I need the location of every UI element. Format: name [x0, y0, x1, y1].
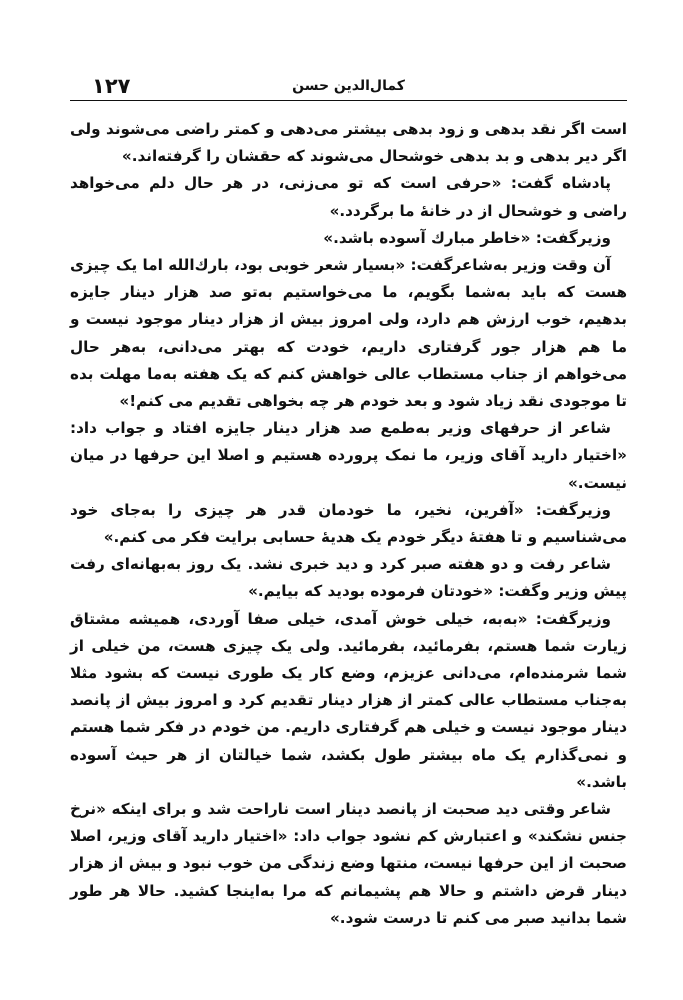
paragraph: پادشاه گفت: «حرفی است که تو می‌زنی، در هر حال دلم می‌خواهد راضی و خوشحال از در خانهٔ ما برگردد.» [70, 174, 627, 220]
paragraph: وزیرگفت: «آفرین، نخیر، ما خودمان قدر هر چیزی را به‌جای خود می‌شناسیم و تا هفتهٔ دیگر خودم یک هدیهٔ حسابی برایت فکر می کنم.» [70, 500, 627, 547]
running-title: کمال‌الدین حسن [292, 78, 405, 94]
paragraph: وزیرگفت: «خاطر مبارك آسوده باشد.» [323, 228, 611, 247]
paragraph: است اگر نقد بدهی و زود بدهی بیشتر می‌دهی و کمتر راضی می‌شوند ولی اگر دیر بدهی و بد بدهی خوشحال می‌شوند که حقشان را گرفته‌اند.» [70, 120, 627, 166]
page-number: ۱۲۷ [92, 74, 131, 98]
body-text [70, 116, 627, 932]
paragraph: شاعر وقتی دید صحبت از پانصد دینار است ناراحت شد و برای اینکه «نرخ جنس نشکند» و اعتبارش کم نشود جواب داد: «اختیار دارید آقای وزیر، اصلا صحبت از این حرفها نیست، منتها وضع زندگی من خوب نبود و بیش از هزار دینار قرض داشتم و حالا هم پشیمانم که مرا به‌اینجا کشید. حالا هر طور شما بدانید صبر می کنم تا درست شود.» [70, 800, 627, 927]
paragraph: وزیرگفت: «به‌به، خیلی خوش آمدی، خیلی صفا آوردی، همیشه مشتاق زیارت شما هستم، بفرمائید، بفرمائید. ولی یک چیزی هست، من خیلی از شما شرمنده‌ام، می‌دانی عزیزم، وضع کار یک طوری نیست که بشود مثلا به‌جناب مستطاب عالی کمتر از هزار دینار تقدیم کرد و امروز بیش از پانصد دینار موجود نیست و خیلی هم گرفتاری داریم. من خودم در فکر شما هستم و نمی‌گذارم یک ماه بیشتر طول بکشد، شما خیالتان از هر حیث آسوده باشد.» [70, 609, 627, 791]
paragraph: آن وقت وزیر به‌شاعرگفت: «بسیار شعر خوبی بود، بارك‌الله اما یک چیزی هست که باید به‌شما بگویم، ما می‌خواستیم به‌تو صد هزار دینار جایزه بدهیم، خوب ارزش هم دارد، ولی امروز بیش از هزار دینار موجود نیست و ما هم هزار جور گرفتاری داریم، خودت که بهتر می‌دانی، به‌هر حال می‌خواهم از جناب مستطاب عالی خواهش کنم که یک هفته به‌ما مهلت بده تا موجودی نقد زیاد شود و بعد خودم هر چه بخواهی تقدیم می کنم!» [70, 256, 627, 411]
page-header [70, 72, 627, 102]
paragraph: شاعر رفت و دو هفته صبر کرد و دید خبری نشد. یک روز به‌بهانه‌ای رفت پیش وزیر وگفت: «خودتان فرموده بودید که بیایم.» [70, 555, 627, 601]
paragraph: شاعر از حرفهای وزیر به‌طمع صد هزار دینار جایزه افتاد و جواب داد: «اختیار دارید آقای وزیر، ما نمک پرورده هستیم و اصلا این حرفها در میان نیست.» [70, 419, 627, 492]
header-rule [70, 100, 627, 101]
